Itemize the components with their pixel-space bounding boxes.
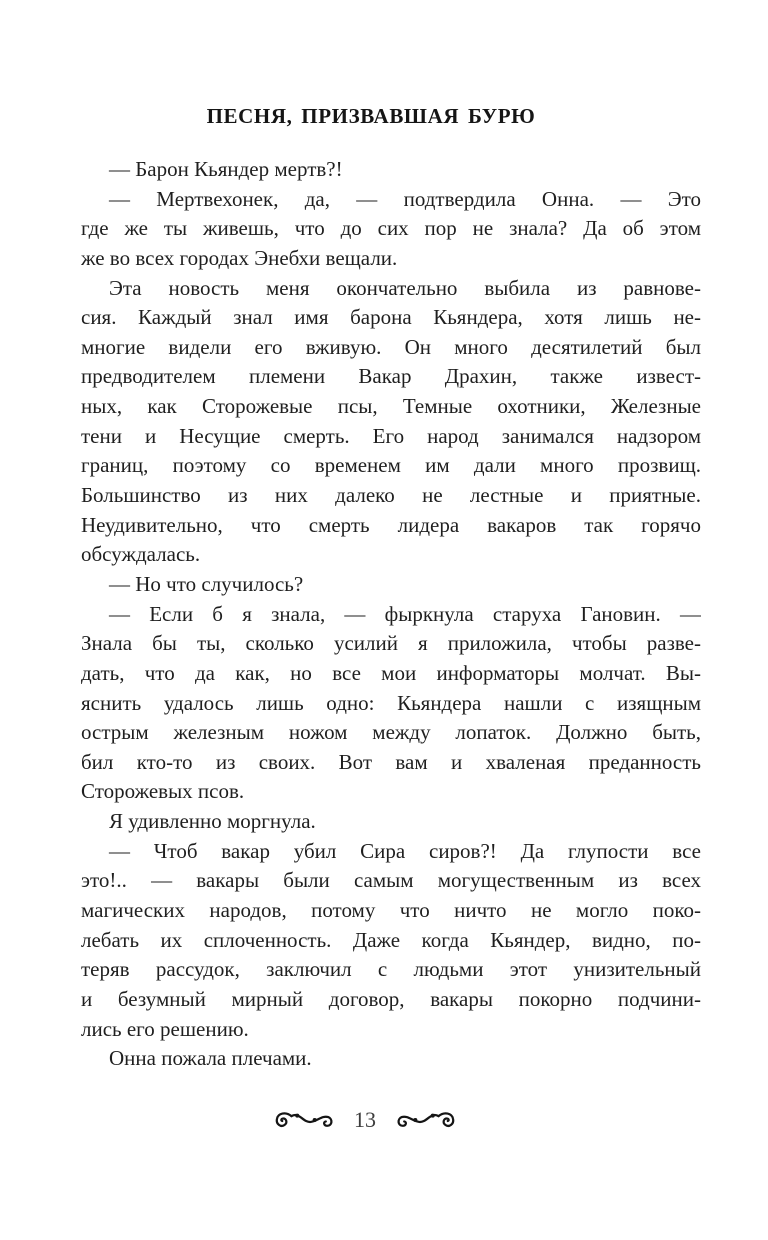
text-line: это!.. — вакары были самым могущественным из всех (81, 868, 701, 893)
chapter-title: ПЕСНЯ, ПРИЗВАВШАЯ БУРЮ (206, 104, 536, 128)
text-line: же во всех городах Энебхи вещали. (81, 245, 398, 270)
text-line: тени и Несущие смерть. Его народ занимался надзором (81, 423, 701, 448)
text-line: лебать их сплоченность. Даже когда Кьяндер, видно, по- (81, 927, 701, 952)
paragraph (81, 837, 701, 1044)
text-line: обсуждалась. (81, 542, 201, 567)
text-line: — Но что случилось? (109, 571, 304, 596)
text-line: сия. Каждый знал имя барона Кьяндера, хотя лишь не- (81, 305, 701, 330)
text-line: лись его решению. (81, 1016, 249, 1041)
text-line: где же ты живешь, что до сих пор не знала? Да об этом (81, 216, 701, 241)
text-line: Неудивительно, что смерть лидера вакаров так горячо (81, 512, 701, 537)
page-footer (55, 1102, 675, 1138)
text-line: магических народов, потому что ничто не могло поко- (81, 898, 701, 923)
page-number: 13 (354, 1107, 376, 1132)
text-line: Эта новость меня окончательно выбила из равнове- (109, 275, 701, 300)
paragraph (81, 570, 701, 600)
text-line: — Барон Кьяндер мертв?! (109, 157, 343, 181)
text-line: Онна пожала плечами. (109, 1046, 312, 1071)
text-line: — Чтоб вакар убил Сира сиров?! Да глупости все (109, 838, 701, 863)
paragraph (81, 1044, 701, 1074)
paragraph (81, 807, 701, 837)
text-line: — Мертвехонек, да, — подтвердила Онна. — Это (109, 186, 701, 211)
text-block (81, 155, 701, 1074)
text-line: многие видели его вживую. Он много десятилетий был (81, 334, 701, 359)
text-line: и безумный мирный договор, вакары покорно подчини- (81, 986, 701, 1011)
text-line: бил кто-то из своих. Вот вам и хваленая преданность (81, 749, 701, 774)
text-line: Я удивленно моргнула. (109, 809, 316, 834)
paragraph (81, 185, 701, 274)
flourish-right-icon (394, 1109, 456, 1131)
text-line: Знала бы ты, сколько усилий я приложила, чтобы разве- (81, 631, 701, 656)
text-line: границ, поэтому со временем им дали много прозвищ. (81, 453, 701, 478)
text-line: острым железным ножом между лопаток. Должно быть, (81, 720, 701, 745)
text-line: Сторожевых псов. (81, 779, 245, 804)
text-line: яснить удалось лишь одно: Кьяндера нашли с изящным (81, 690, 701, 715)
text-line: — Если б я знала, — фыркнула старуха Гановин. — (109, 601, 701, 626)
text-line: Большинство из них далеко не лестные и приятные. (81, 483, 701, 508)
text-line: дать, что да как, но все мои информаторы молчат. Вы- (81, 660, 701, 685)
paragraph (81, 274, 701, 570)
paragraph (81, 155, 701, 185)
text-line: предводителем племени Вакар Драхин, также извест- (81, 364, 701, 389)
paragraph (81, 600, 701, 807)
text-line: ных, как Сторожевые псы, Темные охотники, Железные (81, 394, 701, 419)
flourish-left-icon (274, 1109, 336, 1131)
text-line: теряв рассудок, заключил с людьми этот унизительный (81, 957, 701, 982)
